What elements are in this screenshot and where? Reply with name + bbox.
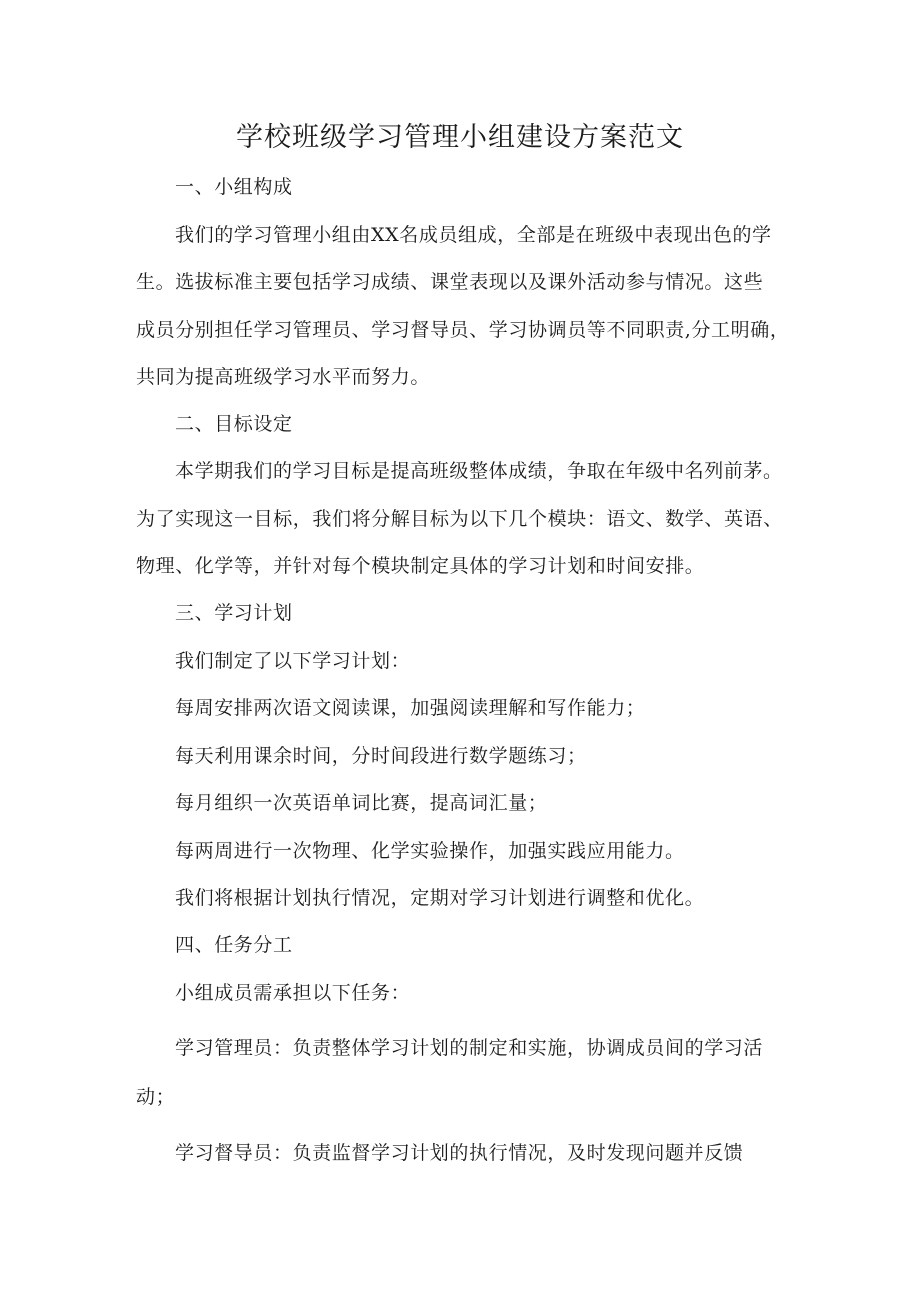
list-item: 每两周进行一次物理、化学实验操作，加强实践应用能力。	[175, 840, 685, 862]
list-item: 每周安排两次语文阅读课，加强阅读理解和写作能力；	[175, 697, 646, 719]
list-item: 每天利用课余时间，分时间段进行数学题练习；	[175, 745, 587, 767]
document-title: 学校班级学习管理小组建设方案范文	[236, 122, 684, 153]
paragraph-line: 小组成员需承担以下任务：	[175, 982, 411, 1004]
paragraph-line: 本学期我们的学习目标是提高班级整体成绩，争取在年级中名列前茅。	[175, 460, 783, 482]
paragraph-line: 共同为提高班级学习水平而努力。	[136, 366, 431, 388]
list-item: 每月组织一次英语单词比赛，提高词汇量；	[175, 792, 548, 814]
paragraph-line: 我们的学习管理小组由XX名成员组成，全部是在班级中表现出色的学	[175, 224, 772, 246]
paragraph-line: 学习督导员：负责监督学习计划的执行情况，及时发现问题并反馈	[175, 1142, 744, 1164]
section-heading-3: 三、学习计划	[175, 602, 293, 624]
paragraph-line: 我们制定了以下学习计划：	[175, 650, 411, 672]
paragraph-line: 物理、化学等，并针对每个模块制定具体的学习计划和时间安排。	[136, 555, 705, 577]
paragraph-line: 动；	[136, 1086, 176, 1108]
section-heading-1: 一、小组构成	[175, 176, 293, 198]
paragraph-line: 我们将根据计划执行情况，定期对学习计划进行调整和优化。	[175, 887, 705, 909]
section-heading-2: 二、目标设定	[175, 413, 293, 435]
paragraph-line: 成员分别担任学习管理员、学习督导员、学习协调员等不同职责,分工明确，	[136, 319, 790, 341]
paragraph-line: 学习管理员：负责整体学习计划的制定和实施，协调成员间的学习活	[175, 1037, 764, 1059]
paragraph-line: 生。选拔标准主要包括学习成绩、课堂表现以及课外活动参与情况。这些	[136, 271, 764, 293]
paragraph-line: 为了实现这一目标，我们将分解目标为以下几个模块：语文、数学、英语、	[136, 508, 783, 530]
section-heading-4: 四、任务分工	[175, 934, 293, 956]
